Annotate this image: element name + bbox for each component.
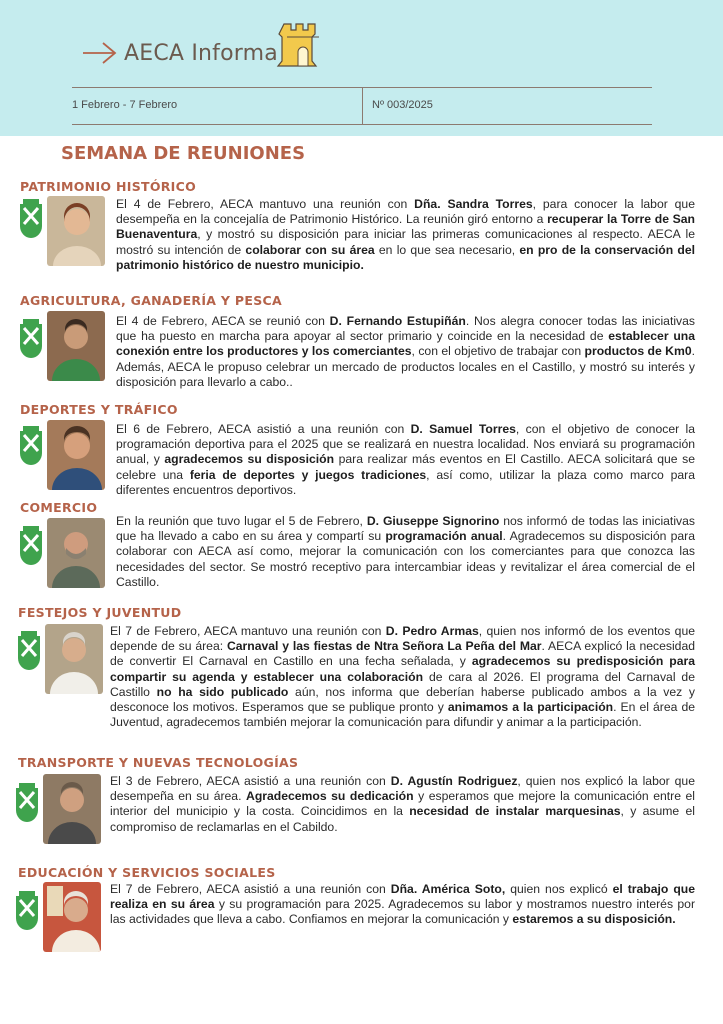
section-body: El 6 de Febrero, AECA asistió a una reunión con D. Samuel Torres, con el objetivo de conocer la programación deportiva para el 2025 que se realizará en nuestra localidad. Nos enviará su programación anual, y agradecemos su disposición para realizar más eventos en El Castillo. AECA solicitará que se celebre una feria de deportes y juegos tradiciones, así como, utilizar la plaza como marco para diferentes encuentros deportivos. — [116, 422, 696, 497]
municipal-shield-icon — [14, 782, 40, 826]
municipal-shield-icon — [14, 890, 40, 934]
municipal-shield-icon — [16, 630, 42, 674]
portrait-photo — [47, 518, 105, 588]
castle-tower-icon — [274, 16, 330, 72]
section-heading: AGRICULTURA, GANADERÍA Y PESCA — [20, 293, 282, 308]
portrait-photo — [43, 774, 101, 844]
header-band — [0, 0, 723, 136]
section-body: En la reunión que tuvo lugar el 5 de Febrero, D. Giuseppe Signorino nos informó de todas las iniciativas que ha llevado a cabo en su área y compartí su programación anual. Agradecemos su disposición para colaborar con AECA así como, mejorar la comunicación con los comerciantes para que conozca las necesidades del sector. Se mostró receptivo para intercambiar ideas y revitalizar el área comercial de el Castillo. — [116, 514, 696, 589]
section-body: El 7 de Febrero, AECA asistió a una reunión con Dña. América Soto, quien nos explicó el trabajo que realiza en su área y su programación para 2025. Agradecemos su labor y mostramos nuestro interés por las actividades que lleva a cabo. Confiamos en mejorar la comunicación y estaremos a su disposición. — [110, 882, 696, 927]
municipal-shield-icon — [18, 525, 44, 569]
section-heading: DEPORTES Y TRÁFICO — [20, 402, 178, 417]
municipal-shield-icon — [18, 425, 44, 469]
municipal-shield-icon — [18, 318, 44, 362]
issue-number: Nº 003/2025 — [372, 99, 433, 111]
section-body: El 4 de Febrero, AECA se reunió con D. Fernando Estupiñán. Nos alegra conocer todas las iniciativas que ha puesto en marcha para apoyar al sector primario y coincide en la necesidad de establecer una conexión entre los productores y los comerciantes, con el objetivo de trabajar con productos de Km0. Además, AECA le propuso celebrar un mercado de productos locales en el Castillo, y mostró su interés y disposición para llevarlo a cabo.. — [116, 314, 696, 389]
municipal-shield-icon — [18, 198, 44, 242]
section-heading: TRANSPORTE Y NUEVAS TECNOLOGÍAS — [18, 755, 299, 770]
portrait-photo — [47, 420, 105, 490]
portrait-photo — [45, 624, 103, 694]
portrait-photo — [43, 882, 101, 952]
section-body: El 7 de Febrero, AECA mantuvo una reunión con D. Pedro Armas, quien nos informó de los eventos que depende de su área: Carnaval y las fiestas de Ntra Señora La Peña del Mar. AECA explicó la necesidad de convertir El Carnaval en Castillo en una fecha señalada, y agradecemos su predisposición para compartir su agenda y establecer una colaboración de cara al 2026. El programa del Carnaval de Castillo no ha sido publicado aún, nos informa que deberían haberse publicado ambos a la vez y desconoce los motivos. Esperamos que se publique pronto y animamos a la participación. En el área de Juventud, agradecemos también mejorar la comunicación para difundir y animar a la participación. — [110, 624, 696, 730]
section-body: El 4 de Febrero, AECA mantuvo una reunión con Dña. Sandra Torres, para conocer la labor que desempeña en la concejalía de Patrimonio Histórico. La reunión giró entorno a recuperar la Torre de San Buenaventura, y mostró su disposición para iniciar las primeras comunicaciones al respecto. AECA le mostró su intención de colaborar con su área en lo que sea necesario, en pro de la conservación del patrimonio histórico de nuestro municipio. — [116, 197, 696, 272]
arrow-right-icon — [82, 41, 118, 65]
date-range: 1 Febrero - 7 Febrero — [72, 99, 178, 111]
portrait-photo — [47, 196, 105, 266]
portrait-photo — [47, 311, 105, 381]
newsletter-title: AECA Informa — [124, 40, 278, 66]
section-heading: COMERCIO — [20, 500, 98, 515]
header-rule-bottom — [72, 124, 652, 125]
brand — [82, 30, 278, 76]
header-divider — [362, 87, 363, 124]
section-heading: EDUCACIÓN Y SERVICIOS SOCIALES — [18, 865, 276, 880]
section-heading: FESTEJOS Y JUVENTUD — [18, 605, 182, 620]
main-title: SEMANA DE REUNIONES — [61, 143, 306, 164]
section-body: El 3 de Febrero, AECA asistió a una reunión con D. Agustín Rodriguez, quien nos explicó la labor que desempeña en su área. Agradecemos su dedicación y esperamos que mejore la comunicación entre el interior del municipio y la costa. Coincidimos en la necesidad de instalar marquesinas, y asume el compromiso de reclamarlas en el Cabildo. — [110, 774, 696, 834]
section-heading: PATRIMONIO HISTÓRICO — [20, 179, 197, 194]
